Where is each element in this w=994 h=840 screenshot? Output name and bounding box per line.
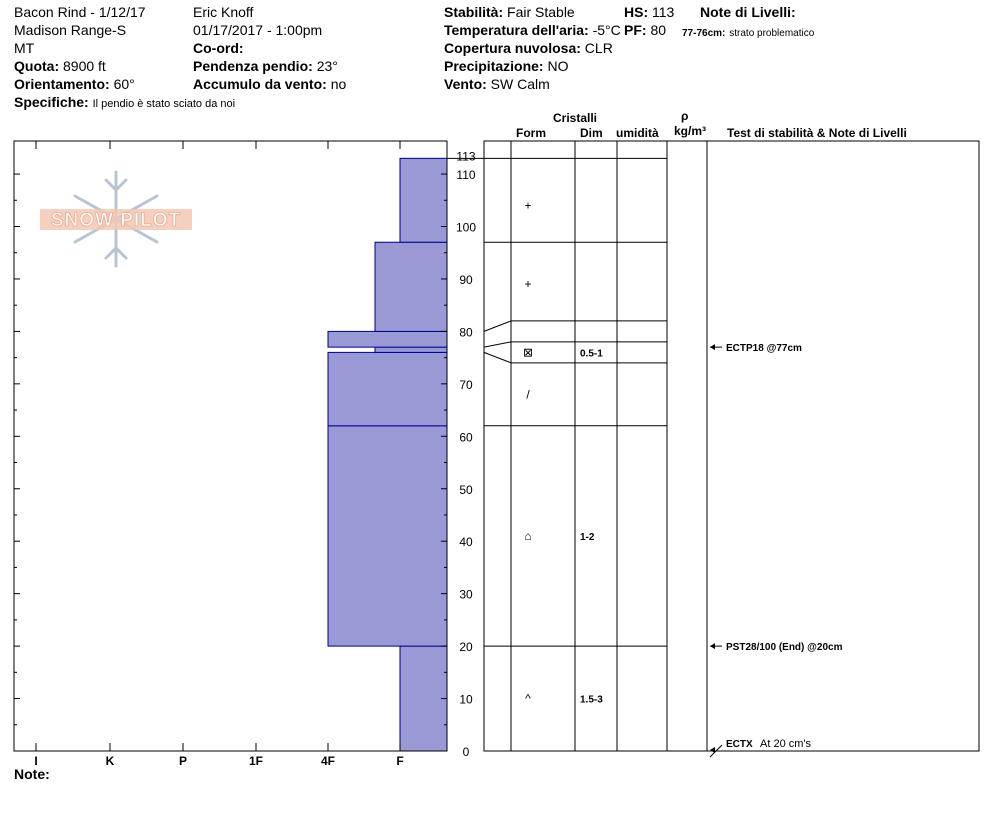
state: MT <box>14 40 35 56</box>
stability-value: Fair Stable <box>507 4 575 20</box>
test-label: ECTX <box>726 739 753 750</box>
hardness-label: K <box>105 754 115 768</box>
observer: Eric Knoff <box>193 4 254 20</box>
grain-form: ⊠ <box>522 345 534 360</box>
tests-header: Test di stabilità & Note di Livelli <box>727 126 907 140</box>
test-note: At 20 cm's <box>760 738 812 750</box>
test-arrow-head <box>710 747 715 753</box>
hardness-label: 4F <box>320 754 336 768</box>
crystals-header: Cristalli <box>553 111 598 125</box>
grain-form: ^ <box>525 691 531 706</box>
grain-forms <box>523 199 603 706</box>
layer-note-depth: 77-76cm: <box>682 28 726 39</box>
test-label: ECTP18 @77cm <box>726 343 802 355</box>
stability-label: Stabilità: <box>444 4 504 20</box>
grain-size: 1-2 <box>580 531 595 543</box>
density-unit-header: kg/m³ <box>674 124 707 138</box>
layer-connector <box>484 321 511 331</box>
test-label: PST28/100 (End) @20cm <box>726 642 843 654</box>
rho-header: ρ <box>681 109 689 123</box>
depth-label: 10 <box>459 692 473 707</box>
grain-form: / <box>526 387 530 402</box>
test-arrow-head <box>710 344 715 350</box>
depth-label: 113 <box>456 149 476 164</box>
note-label: Note: <box>14 766 50 782</box>
grain-size: 1.5-3 <box>580 694 603 706</box>
hs-label: HS: <box>624 4 649 20</box>
depth-label: 30 <box>459 587 473 602</box>
layer-note-text: strato problematico <box>729 28 815 39</box>
grain-size: 0.5-1 <box>580 348 603 360</box>
hardness-label: F <box>396 754 404 768</box>
test-arrow-head <box>710 643 715 649</box>
wind-loading-label: Accumulo da vento: <box>193 76 327 92</box>
elevation-label: Quota: <box>14 58 60 74</box>
air-temp-value: -5°C <box>592 22 621 38</box>
hardness-label: I <box>34 754 38 768</box>
grain-form: ⌂ <box>524 528 532 543</box>
precip-label: Precipitazione: <box>444 58 544 74</box>
sky-label: Copertura nuvolosa: <box>444 40 581 56</box>
hardness-bar <box>328 426 447 646</box>
depth-label: 50 <box>459 482 473 497</box>
specifics-label: Specifiche: <box>14 94 89 110</box>
air-temp-label: Temperatura dell'aria: <box>444 22 589 38</box>
aspect-label: Orientamento: <box>14 76 110 92</box>
dim-header: Dim <box>580 126 603 140</box>
depth-label: 110 <box>456 168 476 183</box>
hs-value: 113 <box>652 4 675 20</box>
hardness-label: P <box>178 754 188 768</box>
location: Bacon Rind - 1/12/17 <box>14 4 146 20</box>
hardness-bar <box>375 242 447 331</box>
hardness-bar <box>328 331 447 347</box>
form-header: Form <box>516 126 546 140</box>
elevation-value: 8900 ft <box>63 58 106 74</box>
specifics-value: Il pendio è stato sciato da noi <box>92 98 236 110</box>
wind-loading-value: no <box>330 76 347 92</box>
depth-label: 40 <box>459 535 473 550</box>
wind-value: SW Calm <box>490 76 550 92</box>
depth-label: 100 <box>455 220 477 235</box>
grain-form: + <box>524 277 532 292</box>
depth-axis-labels <box>456 149 476 759</box>
pf-value: 80 <box>650 22 667 38</box>
precip-value: NO <box>547 58 569 74</box>
depth-label: 70 <box>459 377 473 392</box>
range: Madison Range-S <box>14 22 127 38</box>
grain-form: + <box>524 198 532 213</box>
datetime: 01/17/2017 - 1:00pm <box>193 22 323 38</box>
pf-label: PF: <box>624 22 647 38</box>
moisture-header: umidità <box>616 126 659 140</box>
hardness-label: 1F <box>248 754 264 768</box>
depth-label: 20 <box>459 640 473 655</box>
slope-value: 23° <box>316 58 338 74</box>
layer-connector <box>484 342 511 347</box>
layer-connector <box>484 352 511 362</box>
crystal-frame <box>484 141 979 751</box>
depth-label: 80 <box>459 325 473 340</box>
layer-notes-label: Note di Livelli: <box>700 4 796 20</box>
sky-value: CLR <box>584 40 613 56</box>
hardness-bar <box>375 347 447 352</box>
hardness-bar <box>400 646 447 751</box>
hardness-bar <box>400 158 447 242</box>
coord-label: Co-ord: <box>193 40 244 56</box>
logo-text: SNOW PILOT <box>50 210 182 231</box>
depth-label: 90 <box>459 272 473 287</box>
stability-tests <box>710 343 843 757</box>
wind-label: Vento: <box>444 76 487 92</box>
hardness-bar <box>328 352 447 425</box>
slope-label: Pendenza pendio: <box>193 58 313 74</box>
aspect-value: 60° <box>113 76 135 92</box>
depth-label: 60 <box>459 430 473 445</box>
depth-label: 0 <box>462 745 470 759</box>
hardness-profile <box>328 158 447 751</box>
